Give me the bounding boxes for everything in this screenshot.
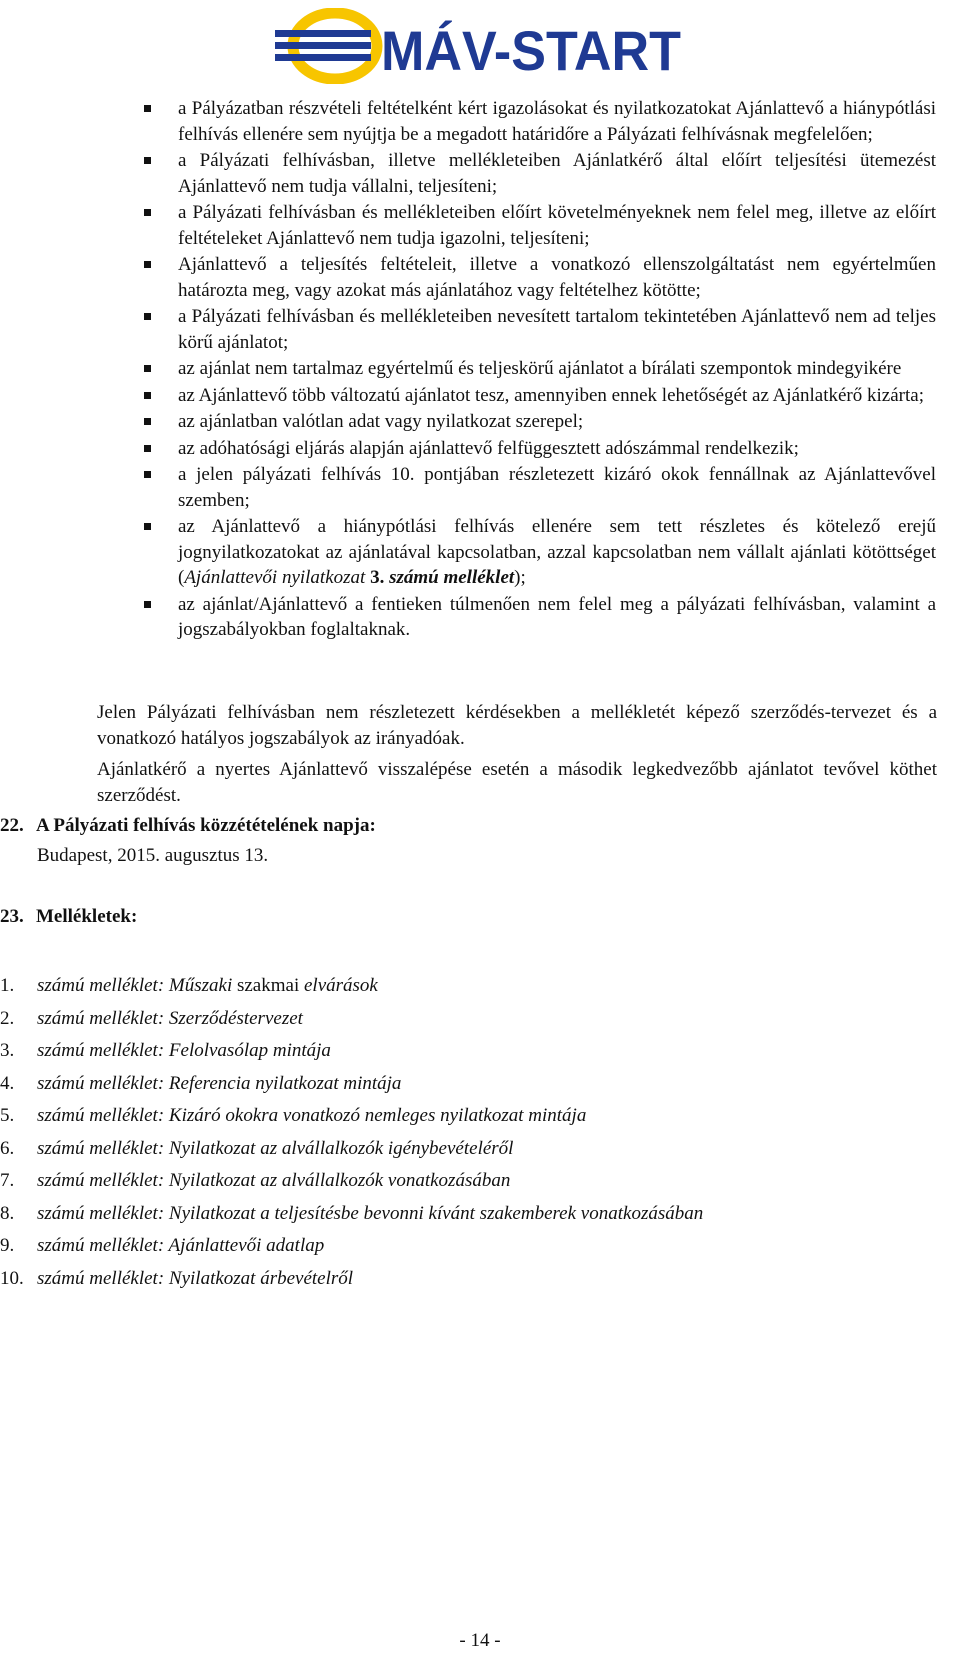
- list-item: az ajánlat/Ajánlattevő a fentieken túlmenően nem felel meg a pályázati felhívásban, valamint a jogszabályokban foglaltaknak.: [0, 592, 960, 643]
- list-item: az ajánlatban valótlan adat vagy nyilatkozat szerepel;: [0, 409, 960, 435]
- list-item: a Pályázatban részvételi feltételként kért igazolásokat és nyilatkozatokat Ajánlattevő a hiánypótlási felhívás ellenére sem nyújtja be a megadott határidőre a Pályázati felhívásnak megfelelően;: [0, 96, 960, 147]
- exclusion-criteria-list: [0, 96, 960, 644]
- square-bullet-icon: [144, 601, 151, 608]
- publication-date: Budapest, 2015. augusztus 13.: [37, 845, 269, 866]
- annex-item: 8. számú melléklet: Nyilatkozat a teljesítésbe bevonni kívánt szakemberek vonatkozásában: [0, 1202, 704, 1224]
- list-item: a jelen pályázati felhívás 10. pontjában részletezett kizáró okok fennállnak az Ajánlattevővel szemben;: [0, 462, 960, 513]
- annex-item: 3. számú melléklet: Felolvasólap mintája: [0, 1040, 331, 1061]
- square-bullet-icon: [144, 261, 151, 268]
- annex-item: 2. számú melléklet: Szerződéstervezet: [0, 1007, 303, 1029]
- paragraph-governing-law: Jelen Pályázati felhívásban nem részletezett kérdésekben a mellékletét képező szerződés-tervezet és a vonatkozó hatályos jogszabályok az irányadóak.: [97, 702, 937, 749]
- section-23-heading: 23. Mellékletek:: [0, 906, 138, 927]
- square-bullet-icon: [144, 105, 151, 112]
- annex-item: 5. számú melléklet: Kizáró okokra vonatkozó nemleges nyilatkozat mintája: [0, 1105, 587, 1126]
- square-bullet-icon: [144, 445, 151, 452]
- annex-item: 7. számú melléklet: Nyilatkozat az alvállalkozók vonatkozásában: [0, 1170, 511, 1191]
- page-number: - 14 -: [459, 1630, 501, 1651]
- square-bullet-icon: [144, 523, 151, 530]
- annex-item: 9. számú melléklet: Ajánlattevői adatlap: [0, 1235, 325, 1256]
- annex-item: 4. számú melléklet: Referencia nyilatkozat mintája: [0, 1072, 402, 1094]
- square-bullet-icon: [144, 313, 151, 320]
- logo-wordmark: MÁV-START: [381, 19, 681, 82]
- square-bullet-icon: [144, 418, 151, 425]
- list-item: az adóhatósági eljárás alapján ajánlattevő felfüggesztett adószámmal rendelkezik;: [0, 436, 960, 462]
- section-22-heading: 22. A Pályázati felhívás közzétételének napja:: [0, 815, 376, 836]
- list-item: az ajánlat nem tartalmaz egyértelmű és teljeskörű ajánlatot a bírálati szempontok mindegyikére: [0, 356, 960, 382]
- annex-list: [0, 973, 960, 1298]
- annex-item: 6. számú melléklet: Nyilatkozat az alvállalkozók igénybevételéről: [0, 1137, 514, 1159]
- square-bullet-icon: [144, 471, 151, 478]
- list-item: a Pályázati felhívásban és mellékleteiben előírt követelményeknek nem felel meg, illetve az előírt feltételeket Ajánlattevő nem tudja igazolni, teljesíteni;: [0, 200, 960, 251]
- annex-item: 10. számú melléklet: Nyilatkozat árbevételről: [0, 1267, 354, 1289]
- square-bullet-icon: [144, 365, 151, 372]
- list-item: az Ajánlattevő a hiánypótlási felhívás ellenére sem tett részletes és kötelező erejű jognyilatkozatokat az ajánlatával kapcsolatban, azzal kapcsolatban nem vállalt ajánlati kötöttséget (Ajánlattevői nyilatkozat 3. számú melléklet);: [0, 514, 960, 591]
- list-item: a Pályázati felhívásban és mellékleteiben nevesített tartalom tekintetében Ajánlattevő nem ad teljes körű ajánlatot;: [0, 304, 960, 355]
- annex-item: 1. számú melléklet: Műszaki szakmai elvárások: [0, 975, 378, 996]
- square-bullet-icon: [144, 157, 151, 164]
- square-bullet-icon: [144, 209, 151, 216]
- mav-start-logo: [273, 8, 693, 84]
- list-item: Ajánlattevő a teljesítés feltételeit, illetve a vonatkozó ellenszolgáltatást nem egyértelműen határozta meg, vagy azokat más ajánlatához vagy feltételhez kötötte;: [0, 252, 960, 303]
- logo-emblem-icon: [275, 13, 377, 79]
- paragraph-second-bidder: Ajánlatkérő a nyertes Ajánlattevő visszalépése esetén a második legkedvezőbb ajánlatot tevővel köthet szerződést.: [97, 759, 937, 806]
- list-item: az Ajánlattevő több változatú ajánlatot tesz, amennyiben ennek lehetőségét az Ajánlatkérő kizárta;: [0, 383, 960, 409]
- list-item: a Pályázati felhívásban, illetve mellékleteiben Ajánlatkérő által előírt teljesítési ütemezést Ajánlattevő nem tudja vállalni, teljesíteni;: [0, 148, 960, 199]
- square-bullet-icon: [144, 392, 151, 399]
